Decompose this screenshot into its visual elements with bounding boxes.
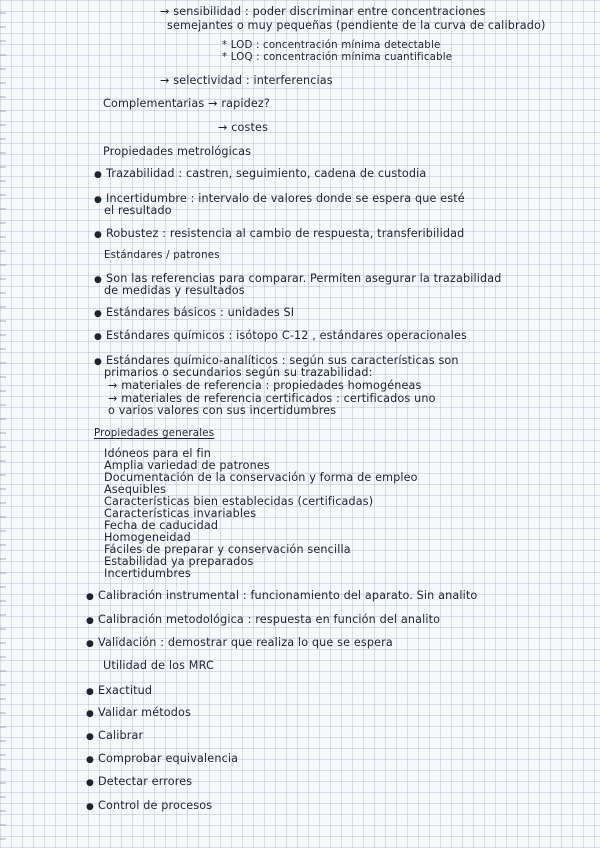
list-item-general: Asequibles (104, 483, 167, 496)
note-materiales-certificados: → materiales de referencia certificados : certificados uno (108, 392, 436, 405)
list-item-general: Amplia variedad de patrones (104, 459, 270, 472)
list-item-general: Documentación de la conservación y forma de empleo (104, 471, 418, 484)
note-calibracion-instrumental: ● Calibración instrumental : funcionamiento del aparato. Sin analito (86, 589, 478, 602)
note-calibracion-metodologica: ● Calibración metodológica : respuesta en función del analito (86, 613, 441, 626)
note-valores-incertidumbres: o varios valores con sus incertidumbres (108, 404, 337, 417)
list-item-utilidad: ● Calibrar (86, 729, 144, 742)
note-validacion: ● Validación : demostrar que realiza lo que se espera (86, 636, 393, 649)
list-item-general: Estabilidad ya preparados (104, 555, 254, 568)
heading-utilidad-mrc: Utilidad de los MRC (103, 659, 214, 672)
list-item-general: Fáciles de preparar y conservación sencilla (104, 543, 351, 556)
note-sensibilidad-line-2: semejantes o muy pequeñas (pendiente de la curva de calibrado) (167, 19, 546, 32)
note-estandares-basicos: ● Estándares básicos : unidades SI (94, 306, 295, 319)
list-item-utilidad: ● Comprobar equivalencia (86, 752, 239, 765)
note-incertidumbre-line-2: el resultado (104, 204, 172, 217)
note-incertidumbre-line-1: ● Incertidumbre : intervalo de valores donde se espera que esté (94, 192, 465, 205)
list-item-utilidad: ● Control de procesos (86, 799, 213, 812)
note-quimico-analiticos-line-2: primarios o secundarios según su trazabilidad: (104, 366, 373, 379)
list-item-utilidad: ● Validar métodos (86, 706, 192, 719)
list-item-general: Características bien establecidas (certificadas) (104, 495, 374, 508)
heading-propiedades-generales: Propiedades generales (94, 428, 215, 439)
list-item-general: Fecha de caducidad (104, 519, 219, 532)
note-selectividad: → selectividad : interferencias (160, 74, 333, 87)
note-costes: → costes (218, 121, 269, 134)
note-lod: * LOD : concentración mínima detectable (222, 40, 441, 51)
list-item-general: Homogeneidad (104, 531, 191, 544)
note-trazabilidad: ● Trazabilidad : castren, seguimiento, cadena de custodia (94, 167, 427, 180)
note-sensibilidad-line-1: → sensibilidad : poder discriminar entre concentraciones (160, 5, 486, 18)
note-quimico-analiticos-line-1: ● Estándares químico-analíticos : según sus características son (94, 354, 459, 367)
list-item-general: Características invariables (104, 507, 257, 520)
note-materiales-referencia: → materiales de referencia : propiedades homogéneas (108, 379, 422, 392)
list-item-utilidad: ● Exactitud (86, 684, 153, 697)
heading-propiedades-metrologicas: Propiedades metrológicas (103, 145, 252, 158)
list-item-general: Idóneos para el fin (104, 447, 211, 460)
list-item-general: Incertidumbres (104, 567, 191, 580)
note-robustez: ● Robustez : resistencia al cambio de respuesta, transferibilidad (94, 227, 465, 240)
notebook-margin (0, 0, 6, 848)
note-complementarias: Complementarias → rapidez? (103, 97, 270, 110)
note-referencias-line-2: de medidas y resultados (104, 284, 245, 297)
note-estandares-quimicos: ● Estándares químicos : isótopo C-12 , estándares operacionales (94, 329, 468, 342)
heading-estandares-patrones: Estándares / patrones (104, 250, 220, 261)
note-loq: * LOQ : concentración mínima cuantificable (222, 52, 453, 63)
note-referencias-line-1: ● Son las referencias para comparar. Permiten asegurar la trazabilidad (94, 272, 502, 285)
list-item-utilidad: ● Detectar errores (86, 775, 193, 788)
